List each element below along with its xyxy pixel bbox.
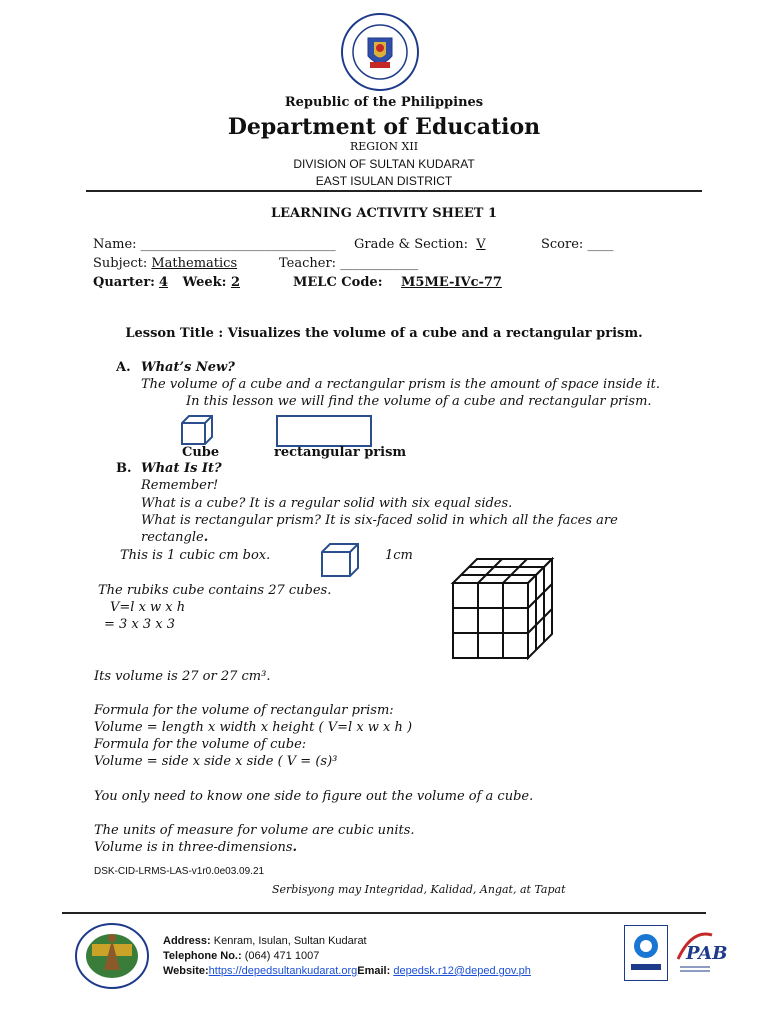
- prism-definition-word: rectangle: [141, 530, 204, 545]
- section-b-marker: B.: [116, 461, 132, 476]
- small-cube-icon: [320, 542, 360, 583]
- whats-new-line2: In this lesson we will find the volume of a cube and rectangular prism.: [186, 394, 652, 409]
- address-line: [163, 935, 367, 947]
- cube-definition: What is a cube? It is a regular solid with six equal sides.: [141, 496, 513, 511]
- region-line: REGION XII: [349, 140, 419, 153]
- units-note-text: Volume is in three-dimensions: [94, 840, 293, 855]
- subject-value[interactable]: Mathematics: [151, 256, 238, 271]
- address-value: Kenram, Isulan, Sultan Kudarat: [213, 935, 367, 947]
- remember-text: Remember!: [141, 478, 219, 493]
- footer-divider: [62, 912, 706, 914]
- republic-line: Republic of the Philippines: [284, 95, 484, 110]
- volume-result: Its volume is 27 or 27 cm³.: [94, 669, 271, 684]
- division-line: DIVISION OF SULTAN KUDARAT: [293, 157, 475, 171]
- units-note-period: .: [292, 840, 298, 855]
- grade-label: Grade & Section:: [354, 237, 469, 252]
- name-field[interactable]: ______________________________: [140, 237, 336, 252]
- deped-seal: [340, 12, 420, 92]
- website-label: Website:: [163, 965, 209, 977]
- volume-formula-short: V=l x w x h: [110, 600, 186, 615]
- prism-definition-line1: What is rectangular prism? It is six-faced solid in which all the faces are: [141, 513, 618, 528]
- phone-value: (064) 471 1007: [244, 950, 320, 962]
- department-title: Department of Education: [227, 114, 541, 140]
- district-line: EAST ISULAN DISTRICT: [315, 174, 453, 188]
- teacher-field[interactable]: ____________: [340, 256, 419, 271]
- week-value[interactable]: 2: [230, 275, 241, 290]
- rubiks-text: The rubiks cube contains 27 cubes.: [98, 583, 332, 598]
- grade-row: [354, 237, 486, 252]
- header-divider: [86, 190, 702, 192]
- division-seal: [74, 922, 150, 990]
- email-label: Email:: [357, 965, 391, 977]
- phone-label: Telephone No.:: [163, 950, 242, 962]
- subject-label: Subject:: [93, 256, 148, 271]
- score-row: [541, 237, 613, 252]
- name-row: [93, 237, 336, 252]
- units-note-line2: [94, 840, 297, 855]
- name-label: Name:: [93, 237, 137, 252]
- quarter-value[interactable]: 4: [158, 275, 169, 290]
- section-a-marker: A.: [116, 360, 131, 375]
- rectangular-prism-icon: [276, 415, 372, 447]
- address-label: Address:: [163, 935, 211, 947]
- rubiks-cube-icon: [450, 556, 556, 665]
- melc-row: [293, 275, 502, 290]
- melc-label: MELC Code:: [293, 275, 383, 290]
- prism-definition-line2: [141, 530, 208, 545]
- score-label: Score:: [541, 237, 584, 252]
- deped-motto: Serbisyong may Integridad, Kalidad, Angat, at Tapat: [272, 883, 566, 896]
- teacher-label: Teacher:: [279, 256, 337, 271]
- contact-line: [163, 965, 531, 977]
- quarter-label: Quarter:: [93, 275, 155, 290]
- units-note-line1: The units of measure for volume are cubic units.: [94, 823, 415, 838]
- week-label: Week:: [182, 275, 227, 290]
- prism-definition-period: .: [203, 530, 209, 545]
- teacher-row: [279, 256, 418, 271]
- section-a-heading: What’s New?: [141, 360, 235, 375]
- prism-formula: Volume = length x width x height ( V=l x w x h ): [94, 720, 413, 735]
- socotec-logo: [624, 925, 668, 981]
- score-field[interactable]: ____: [587, 237, 614, 252]
- section-b-heading: What Is It?: [141, 461, 222, 476]
- whats-new-line1: The volume of a cube and a rectangular prism is the amount of space inside it.: [141, 377, 660, 392]
- website-link[interactable]: https://depedsultankudarat.org: [208, 965, 358, 977]
- pab-logo: [672, 925, 728, 979]
- phone-line: [163, 950, 319, 962]
- one-cm-label: 1cm: [385, 548, 413, 563]
- grade-value[interactable]: V: [476, 237, 486, 252]
- melc-value: M5ME-IVc-77: [401, 275, 502, 290]
- cube-label: Cube: [182, 445, 220, 460]
- email-link[interactable]: depedsk.r12@deped.gov.ph: [393, 965, 531, 977]
- sheet-title: LEARNING ACTIVITY SHEET 1: [271, 206, 497, 221]
- prism-formula-label: Formula for the volume of rectangular prism:: [94, 703, 394, 718]
- pab-logo-text: PAB: [686, 943, 728, 964]
- cube-formula-label: Formula for the volume of cube:: [94, 737, 307, 752]
- one-side-note: You only need to know one side to figure out the volume of a cube.: [94, 789, 534, 804]
- volume-calculation: = 3 x 3 x 3: [104, 617, 176, 632]
- lesson-title: Lesson Title : Visualizes the volume of a cube and a rectangular prism.: [125, 326, 643, 341]
- subject-row: [93, 256, 237, 271]
- cube-formula: Volume = side x side x side ( V = (s)³: [94, 754, 338, 769]
- document-code: DSK-CID-LRMS-LAS-v1r0.0e03.09.21: [94, 866, 265, 877]
- cubic-box-text: This is 1 cubic cm box.: [120, 548, 271, 563]
- quarter-row: [93, 275, 240, 290]
- prism-label: rectangular prism: [274, 445, 407, 460]
